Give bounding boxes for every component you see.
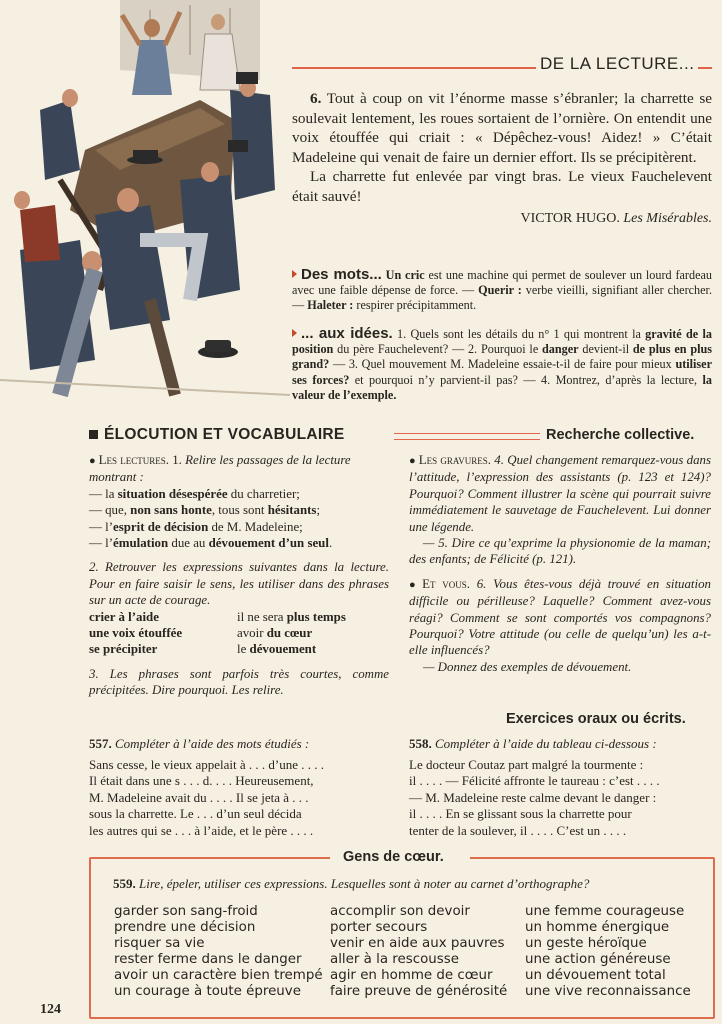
reading-paragraph-2: La charrette fut enlevée par vingt bras. Le vieux Fauchelevent était sauvé! bbox=[292, 168, 712, 205]
item-text: ; bbox=[316, 503, 321, 518]
q4-bold: la valeur de l’exemple. bbox=[292, 372, 712, 402]
exercise-558 bbox=[409, 736, 715, 840]
exercise-557 bbox=[89, 736, 389, 840]
phrase: aller à la rescousse bbox=[330, 952, 459, 967]
def-haleter: respirer précipitamment. bbox=[353, 298, 477, 313]
item-text: du charretier; bbox=[227, 486, 300, 501]
des-mots bbox=[292, 267, 712, 314]
exercise-5: — 5. Dire ce qu’exprime la physionomie de la maman; des enfants; de Félicité (p. 121). bbox=[409, 536, 711, 567]
aux-idees-title: ... aux idées. bbox=[301, 325, 393, 342]
q3-bold: utiliser ses forces? bbox=[292, 357, 712, 387]
elocution-right-column bbox=[409, 452, 711, 675]
square-bullet-icon bbox=[89, 430, 98, 439]
item-bold: émulation bbox=[113, 536, 169, 551]
phrase: porter secours bbox=[330, 920, 428, 935]
term-querir: Querir : bbox=[478, 283, 522, 298]
section-header: DE LA LECTURE... bbox=[540, 54, 695, 73]
header-rule-end bbox=[698, 67, 712, 69]
expression: avoir bbox=[237, 626, 267, 641]
gravures-label: Les gravures. bbox=[418, 453, 491, 467]
item-text: , tous sont bbox=[211, 503, 268, 518]
l1-num: 1. bbox=[168, 453, 186, 467]
engraving-illustration bbox=[0, 0, 290, 405]
exercise-line: Il était dans une s . . . d. . . . Heureusement, bbox=[89, 773, 314, 789]
reading-text bbox=[292, 89, 712, 228]
exercise-instruction: Compléter à l’aide du tableau ci-dessous : bbox=[435, 736, 657, 751]
exercise-3: 3. Les phrases sont parfois très courtes, comme précipitées. Dire pourquoi. Les relire. bbox=[89, 666, 389, 698]
q2-bold-2: de plus en plus grand? bbox=[292, 342, 713, 372]
exercise-line: — M. Madeleine reste calme devant le danger : bbox=[409, 789, 657, 805]
term-cric: Un cric bbox=[385, 268, 425, 282]
expression: se précipiter bbox=[89, 642, 158, 657]
phrase: un geste héroïque bbox=[525, 936, 647, 951]
q2-bold: danger bbox=[542, 342, 579, 357]
phrase: une femme courageuse bbox=[525, 904, 685, 919]
exercise-4: 4. Quel changement remarquez-vous dans l’attitude, l’expression des assistants (p. 123 et 124)? Pourquoi? Comment illustrer la scène qui pourrait suivre immédiatement le sauvetage de Fauchelevent. Lui donner une légende. bbox=[409, 453, 711, 534]
item-text: . bbox=[328, 536, 333, 551]
triangle-icon bbox=[292, 270, 297, 278]
phrase: un courage à toute épreuve bbox=[114, 984, 301, 999]
item-text: — l’ bbox=[89, 536, 113, 551]
elocution-title-text: ÉLOCUTION ET VOCABULAIRE bbox=[104, 426, 345, 443]
expression: crier à l’aide bbox=[89, 609, 159, 624]
expression-bold: dévouement bbox=[249, 642, 317, 657]
triangle-icon bbox=[292, 329, 297, 337]
phrase: faire preuve de générosité bbox=[330, 984, 508, 999]
phrase: une action généreuse bbox=[525, 952, 671, 967]
def-cric: est une machine qui permet de soulever un lourd fardeau avec une faible dépense de force. — bbox=[292, 268, 712, 298]
phrase: venir en aide aux pauvres bbox=[330, 936, 505, 951]
gens-instruction bbox=[113, 876, 589, 892]
exercise-line: il . . . . En se glissant sous la charrette pour bbox=[409, 806, 632, 822]
recherche-title: Recherche collective. bbox=[546, 427, 695, 443]
dot-bullet-icon: ● bbox=[409, 455, 416, 467]
expression: une voix étouffée bbox=[89, 626, 183, 641]
phrase: avoir un caractère bien trempé bbox=[114, 968, 323, 983]
l1-instruction: Relire les passages de la lecture montrant : bbox=[89, 453, 351, 485]
item-bold: non sans honte bbox=[130, 503, 212, 518]
dot-bullet-icon: ● bbox=[89, 455, 96, 467]
phrase: une vive reconnaissance bbox=[525, 984, 691, 999]
exercise-line: sous la charrette. Le . . . d’un seul décida bbox=[89, 806, 302, 822]
exercices-title: Exercices oraux ou écrits. bbox=[506, 711, 686, 727]
item-text: de M. Madeleine; bbox=[208, 519, 303, 534]
expression: le bbox=[237, 642, 250, 657]
phrase: un homme énergique bbox=[525, 920, 670, 935]
question-1: 1. Quels sont les détails du n° 1 qui montrent la bbox=[392, 327, 646, 341]
work-title: Les Misérables. bbox=[623, 210, 712, 226]
exercise-line: il . . . . — Félicité affronte le taureau : c’est . . . . bbox=[409, 773, 660, 789]
phrase: agir en homme de cœur bbox=[330, 968, 493, 983]
header-rule bbox=[292, 67, 536, 69]
exercise-line: les autres qui se . . . à l’aide, et le père . . . . bbox=[89, 822, 314, 838]
def-querir: verbe vieilli, signifiant aller chercher. — bbox=[292, 283, 712, 313]
elocution-title bbox=[89, 426, 345, 444]
phrase: risquer sa vie bbox=[114, 936, 205, 951]
gens-title: Gens de cœur. bbox=[343, 849, 444, 865]
reading-number: 6. bbox=[310, 90, 322, 107]
exercise-line: Le docteur Coutaz part malgré la tourmente : bbox=[409, 756, 644, 772]
double-rule bbox=[394, 433, 540, 440]
item-text: — l’ bbox=[89, 519, 113, 534]
item-bold: hésitants bbox=[267, 503, 317, 518]
lectures-label: Les lectures. bbox=[98, 453, 169, 467]
exercise-number: 557. bbox=[89, 736, 112, 751]
elocution-left-column bbox=[89, 452, 389, 699]
q2-text: devient-il bbox=[578, 342, 633, 357]
phrase: prendre une décision bbox=[114, 920, 256, 935]
question-4: et pourquoi n’y parvient-il pas? — 4. Montrez, d’après la lecture, bbox=[349, 372, 703, 387]
exercise-instruction: Compléter à l’aide des mots étudiés : bbox=[115, 736, 310, 751]
exercise-line: Sans cesse, le vieux appelait à . . . d’une . . . . bbox=[89, 756, 325, 772]
term-haleter: Haleter : bbox=[307, 298, 354, 313]
exercise-number: 559. bbox=[113, 876, 136, 891]
exercise-instruction: Lire, épeler, utiliser ces expressions. Lesquelles sont à noter au carnet d’orthographe? bbox=[139, 876, 590, 891]
phrase: accomplir son devoir bbox=[330, 904, 470, 919]
item-bold: dévouement d’un seul bbox=[208, 536, 329, 551]
expression-bold: du cœur bbox=[266, 626, 313, 641]
et-vous-label: Et vous. bbox=[422, 576, 470, 591]
item-bold: esprit de décision bbox=[113, 519, 209, 534]
expression: il ne sera bbox=[237, 609, 287, 624]
exercise-2: 2. Retrouver les expressions suivantes dans la lecture. Pour en faire saisir le sens, les utiliser dans des phrases sur un acte de courage. bbox=[89, 560, 389, 608]
exercise-6: 6. Vous êtes-vous déjà trouvé en situation difficile ou périlleuse? Laquelle? Comment avez-vous réagi? Comment se sont comportés vos compagnons? Pourquoi? Votre attitude (ou celle de quelqu’un) les a-t-elle influencés? bbox=[409, 576, 711, 658]
exercise-7: — Donnez des exemples de dévouement. bbox=[423, 659, 632, 674]
item-bold: situation désespérée bbox=[117, 486, 228, 501]
aux-idees bbox=[292, 326, 712, 403]
author: VICTOR HUGO. bbox=[520, 210, 620, 226]
exercise-number: 558. bbox=[409, 736, 432, 751]
question-2: du père Fauchelevent? — 2. Pourquoi le bbox=[333, 342, 543, 357]
exercise-558-lines bbox=[409, 757, 715, 840]
phrase: garder son sang-froid bbox=[114, 904, 258, 919]
item-text: — la bbox=[89, 486, 118, 501]
exercise-line: M. Madeleine avait du . . . . Il se jeta à . . . bbox=[89, 789, 309, 805]
page-number: 124 bbox=[40, 1002, 61, 1017]
item-text: — que, bbox=[89, 503, 131, 518]
des-mots-title: Des mots... bbox=[301, 266, 382, 283]
q1-bold: gravité de la position bbox=[292, 327, 712, 357]
expressions-grid bbox=[89, 609, 389, 658]
reading-paragraph-1: Tout à coup on vit l’énorme masse s’ébranler; la charrette se soulevait lentement, les roues sortaient de l’ornière. On entendit une voix étouffée qui criait : « Dépêchez-vous! Aidez! » C’était Madeleine qui venait de faire un dernier effort. Ils se précipitèrent. bbox=[292, 90, 712, 166]
exercise-line: tenter de la soulever, il . . . . C’est un . . . . bbox=[409, 822, 627, 838]
phrase: rester ferme dans le danger bbox=[114, 952, 302, 967]
phrase: un dévouement total bbox=[525, 968, 666, 983]
item-text: due au bbox=[168, 536, 209, 551]
question-3: — 3. Quel mouvement M. Madeleine essaie-t-il de faire pour mieux bbox=[329, 357, 676, 372]
exercise-557-lines bbox=[89, 757, 389, 840]
expression-bold: plus temps bbox=[286, 609, 346, 624]
dot-bullet-icon: ● bbox=[409, 578, 420, 591]
